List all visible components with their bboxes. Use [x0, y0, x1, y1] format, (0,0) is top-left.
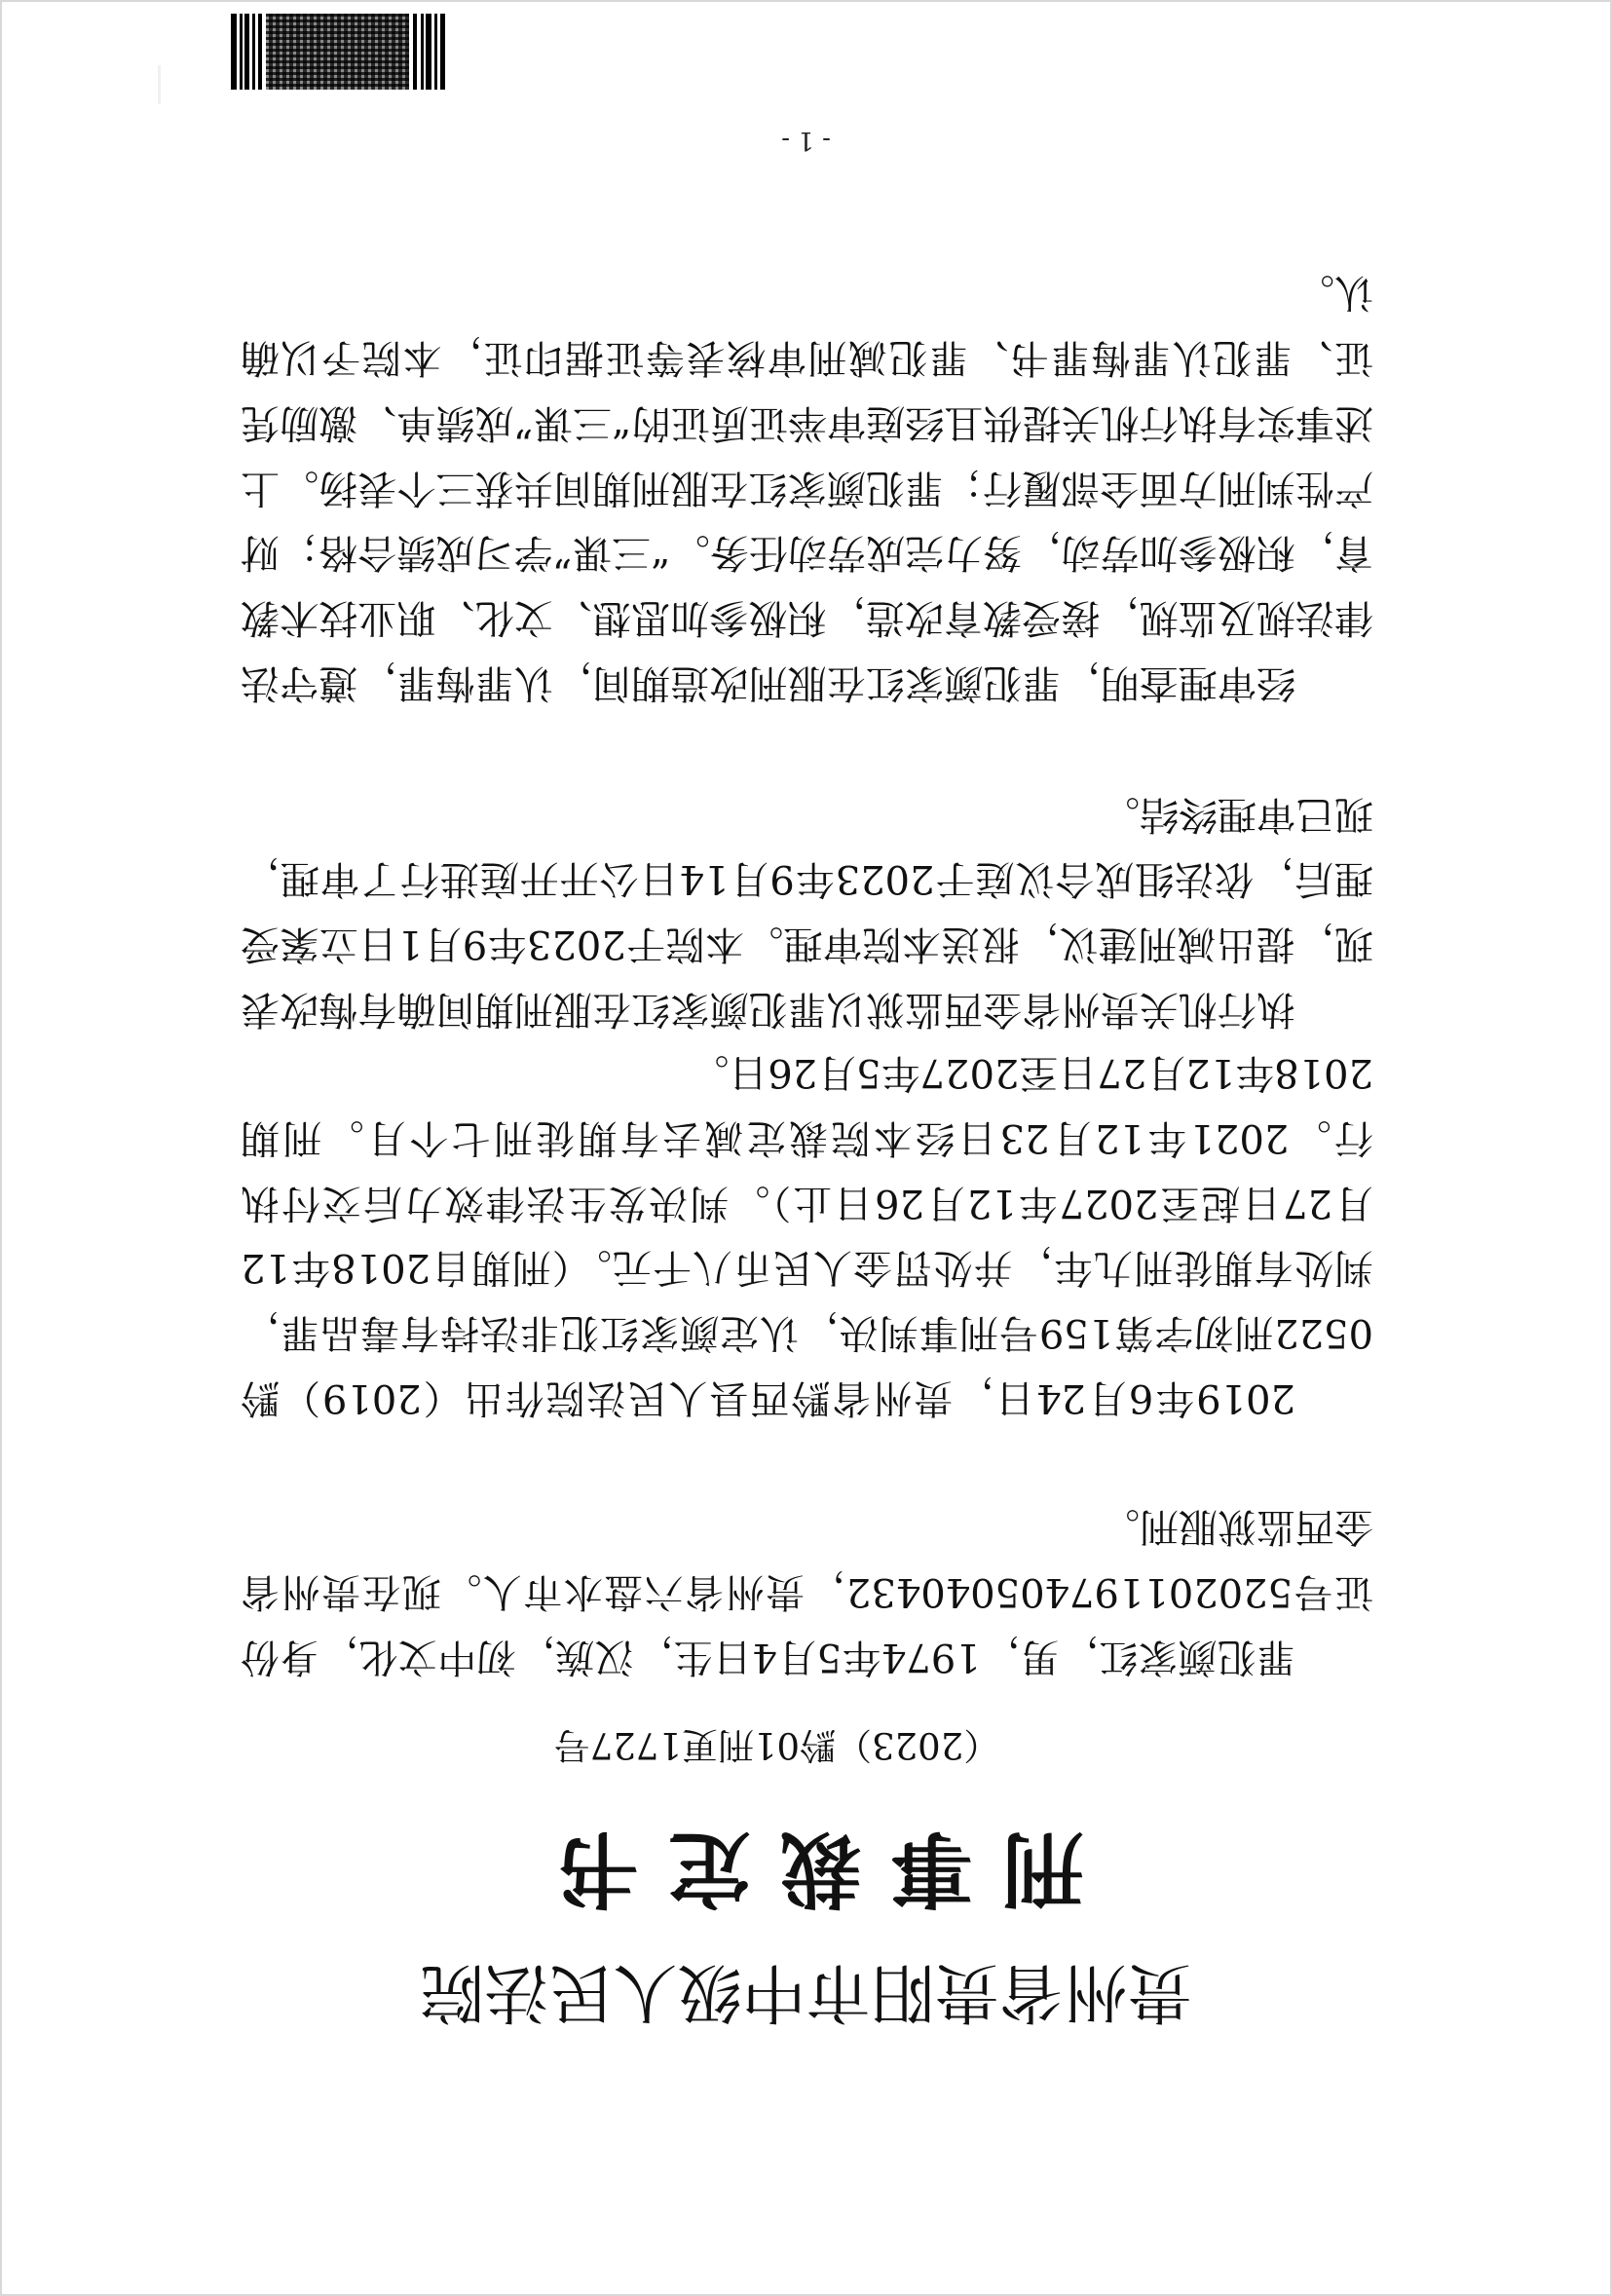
body-paragraph: 2019年6月24日，贵州省黔西县人民法院作出（2019）黔0522刑初字第159号刑事判决，认定颜家红犯非法持有毒品罪，判处有期徒刑九年，并处罚金人民币八千元。（刑期自2018年12月27日起至2027年12月26日止）。判决发生法律效力后交付执行。2021年12月23日经本院裁定减去有期徒刑七个月。刑期2018年12月27日至2027年5月26日。	[241, 1050, 1373, 1420]
case-number: （2023）黔01刑更1727号	[553, 1724, 1000, 1766]
qr-code-icon	[266, 14, 409, 90]
document-title: 刑事裁定书	[528, 1821, 1084, 1917]
court-name: 贵州省贵阳市中级人民法院	[420, 1955, 1192, 2030]
body-paragraph: 执行机关贵州省金西监狱以罪犯颜家红在服刑期间确有悔改表现，提出减刑建议，报送本院审理。本院于2023年9月1日立案受理后，依法组成合议庭于2023年9月14日公开开庭进行了审理，现已审理终结。	[241, 791, 1373, 1032]
page-number: - 1 -	[781, 126, 831, 155]
barcode-icon	[231, 14, 445, 90]
body-paragraph: 罪犯颜家红，男，1974年5月4日生，汉族，初中文化，身份证号520201197405040432，贵州省六盘水市人。现在贵州省金西监狱服刑。	[241, 1504, 1373, 1679]
scan-mark	[80, 65, 161, 104]
body-paragraph: 经审理查明，罪犯颜家红在服刑改造期间，认罪悔罪，遵守法律法规及监规，接受教育改造，积极参加思想、文化、职业技术教育，积极参加劳动，努力完成劳动任务。“三课”学习成绩合格；财产性判刑方面全部履行；罪犯颜家红在服刑期间共获三个表扬。上述事实有执行机关提供且经庭审举证质证的“三课”成绩单、激励凭证、罪犯认罪悔罪书、罪犯减刑审核表等证据印证，本院予以确认。	[241, 270, 1373, 705]
